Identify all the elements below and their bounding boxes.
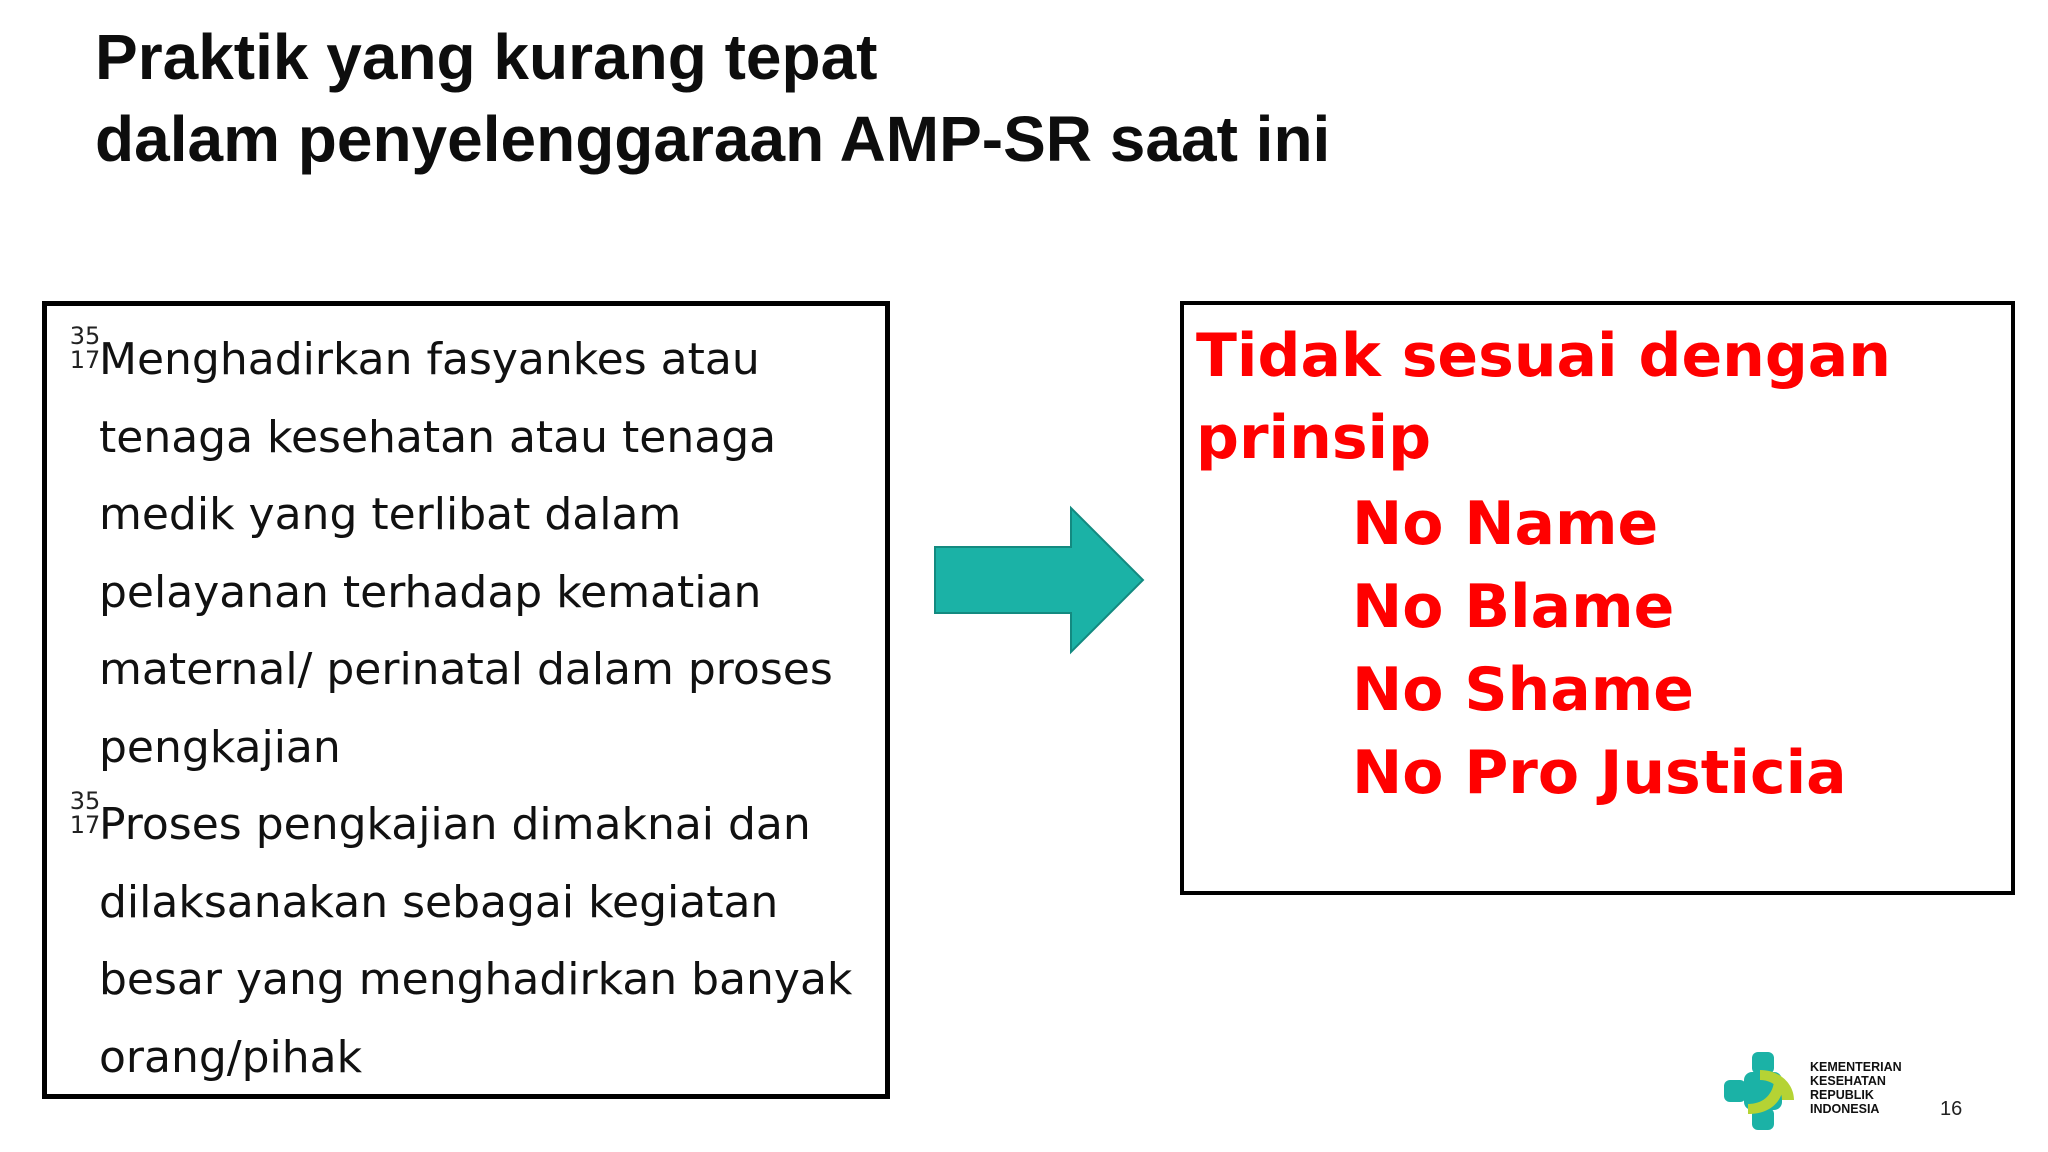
principle-item: No Name <box>1352 489 1659 559</box>
page-number: 16 <box>1940 1098 1963 1120</box>
logo-line: REPUBLIK <box>1810 1088 1874 1102</box>
slide-title <box>95 16 1795 180</box>
logo-line: KESEHATAN <box>1810 1074 1886 1088</box>
principle-box <box>1180 301 2015 895</box>
kemenkes-logo-icon <box>1720 1048 1806 1134</box>
principle-item: No Shame <box>1352 655 1694 725</box>
practice-list-box <box>42 301 890 1099</box>
title-line-2: dalam penyelenggaraan AMP-SR saat ini <box>95 103 1331 175</box>
bullet-bottom-number: 17 <box>69 811 101 839</box>
bullet-top-number: 35 <box>69 322 101 350</box>
logo-line: INDONESIA <box>1810 1102 1880 1116</box>
bullet-top-number: 35 <box>69 787 101 815</box>
bullet-bottom-number: 17 <box>69 346 101 374</box>
right-arrow-icon <box>932 505 1147 655</box>
principle-list <box>1352 483 1992 815</box>
title-line-1: Praktik yang kurang tepat <box>95 21 878 93</box>
principle-item: No Pro Justicia <box>1352 738 1847 808</box>
logo-text <box>1810 1060 1920 1116</box>
practice-item-1: Menghadirkan fasyankes atau tenaga kesehatan atau tenaga medik yang terlibat dalam pelayanan terhadap kematian maternal/ perinatal dalam proses pengkajian <box>99 334 833 773</box>
principle-heading: Tidak sesuai dengan prinsip <box>1196 321 1892 473</box>
practice-item-2: Proses pengkajian dimaknai dan dilaksanakan sebagai kegiatan besar yang menghadirkan banyak orang/pihak <box>99 799 853 1083</box>
logo-line: KEMENTERIAN <box>1810 1060 1902 1074</box>
principle-item: No Blame <box>1352 572 1675 642</box>
